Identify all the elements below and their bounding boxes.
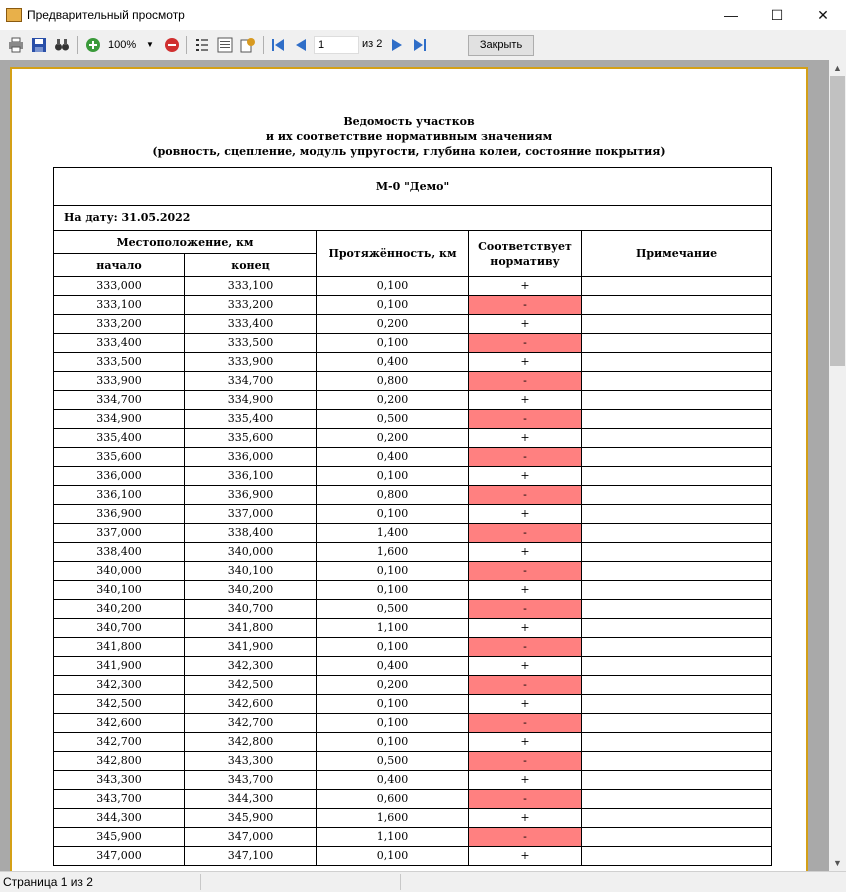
cell-start: 334,700 [54, 391, 185, 410]
table-row [54, 524, 772, 543]
table-row [54, 828, 772, 847]
table-row [54, 505, 772, 524]
table-row [54, 752, 772, 771]
cell-complies: + [469, 315, 582, 334]
cell-length: 1,600 [317, 809, 469, 828]
cell-start: 341,900 [54, 657, 185, 676]
cell-note [582, 448, 772, 467]
cell-start: 340,200 [54, 600, 185, 619]
cell-complies: - [469, 600, 582, 619]
road-name: М-0 "Демо" [54, 168, 772, 206]
table-row [54, 790, 772, 809]
cell-end: 344,300 [185, 790, 317, 809]
table-row [54, 467, 772, 486]
cell-start: 344,300 [54, 809, 185, 828]
cell-end: 347,000 [185, 828, 317, 847]
table-row [54, 486, 772, 505]
cell-end: 340,700 [185, 600, 317, 619]
vertical-scrollbar[interactable] [829, 60, 846, 871]
table-row [54, 410, 772, 429]
title-bar [0, 0, 846, 30]
cell-complies: + [469, 809, 582, 828]
scrollbar-thumb[interactable] [830, 76, 845, 366]
cell-length: 0,100 [317, 296, 469, 315]
header-length: Протяжённость, км [317, 231, 469, 277]
cell-length: 0,500 [317, 410, 469, 429]
cell-complies: + [469, 391, 582, 410]
cell-length: 0,100 [317, 562, 469, 581]
table-row [54, 638, 772, 657]
cell-start: 333,400 [54, 334, 185, 353]
cell-start: 343,300 [54, 771, 185, 790]
cell-length: 0,800 [317, 372, 469, 391]
cell-start: 336,100 [54, 486, 185, 505]
cell-end: 334,700 [185, 372, 317, 391]
table-row [54, 315, 772, 334]
cell-complies: + [469, 847, 582, 866]
outline-icon[interactable] [192, 35, 212, 55]
table-row [54, 581, 772, 600]
cell-complies: - [469, 638, 582, 657]
cell-start: 333,900 [54, 372, 185, 391]
cell-note [582, 638, 772, 657]
first-page-icon[interactable] [268, 35, 288, 55]
cell-complies: + [469, 619, 582, 638]
cell-complies: - [469, 372, 582, 391]
cell-start: 333,500 [54, 353, 185, 372]
close-icon[interactable]: ✕ [817, 7, 829, 23]
cell-note [582, 828, 772, 847]
minimize-icon[interactable]: — [724, 7, 738, 23]
cell-end: 335,600 [185, 429, 317, 448]
cell-complies: - [469, 714, 582, 733]
cell-end: 334,900 [185, 391, 317, 410]
cell-start: 342,600 [54, 714, 185, 733]
cell-start: 342,300 [54, 676, 185, 695]
cell-length: 0,100 [317, 505, 469, 524]
save-icon[interactable] [29, 35, 49, 55]
zoom-select[interactable] [108, 36, 156, 54]
settings-icon[interactable] [238, 35, 258, 55]
cell-length: 0,800 [317, 486, 469, 505]
cell-note [582, 334, 772, 353]
cell-complies: - [469, 562, 582, 581]
cell-start: 336,000 [54, 467, 185, 486]
cell-complies: + [469, 733, 582, 752]
toolbar [0, 30, 846, 60]
cell-length: 0,200 [317, 315, 469, 334]
cell-end: 336,100 [185, 467, 317, 486]
cell-end: 343,700 [185, 771, 317, 790]
cell-end: 342,300 [185, 657, 317, 676]
cell-start: 342,700 [54, 733, 185, 752]
toolbar-separator [263, 36, 264, 54]
cell-length: 0,100 [317, 847, 469, 866]
cell-start: 340,100 [54, 581, 185, 600]
zoom-out-icon[interactable] [162, 35, 182, 55]
cell-start: 334,900 [54, 410, 185, 429]
cell-complies: + [469, 771, 582, 790]
cell-length: 1,100 [317, 619, 469, 638]
cell-note [582, 676, 772, 695]
table-row [54, 657, 772, 676]
cell-complies: - [469, 486, 582, 505]
cell-length: 0,500 [317, 600, 469, 619]
cell-length: 0,400 [317, 353, 469, 372]
cell-complies: + [469, 543, 582, 562]
cell-end: 337,000 [185, 505, 317, 524]
cell-complies: - [469, 448, 582, 467]
zoom-in-icon[interactable] [83, 35, 103, 55]
cell-complies: - [469, 334, 582, 353]
prev-page-icon[interactable] [291, 35, 311, 55]
header-location: Местоположение, км [54, 231, 317, 254]
table-row [54, 676, 772, 695]
zoom-value: 100% [108, 39, 137, 51]
cell-note [582, 410, 772, 429]
cell-end: 347,100 [185, 847, 317, 866]
cell-end: 336,900 [185, 486, 317, 505]
cell-complies: - [469, 828, 582, 847]
close-button[interactable]: Закрыть [468, 35, 534, 56]
header-start: начало [54, 254, 185, 277]
cell-note [582, 543, 772, 562]
cell-complies: - [469, 790, 582, 809]
cell-note [582, 372, 772, 391]
table-row [54, 733, 772, 752]
report-title-line: (ровность, сцепление, модуль упругости, глубина колеи, состояние покрытия) [152, 145, 666, 158]
cell-start: 341,800 [54, 638, 185, 657]
chevron-down-icon: ▼ [146, 40, 154, 49]
list-icon[interactable] [215, 35, 235, 55]
cell-end: 333,100 [185, 277, 317, 296]
table-row [54, 448, 772, 467]
scroll-up-icon[interactable]: ▲ [833, 63, 842, 73]
cell-start: 335,600 [54, 448, 185, 467]
cell-end: 342,700 [185, 714, 317, 733]
cell-complies: - [469, 410, 582, 429]
cell-note [582, 277, 772, 296]
cell-length: 0,600 [317, 790, 469, 809]
cell-complies: + [469, 581, 582, 600]
table-row [54, 847, 772, 866]
status-bar [0, 871, 846, 892]
cell-note [582, 771, 772, 790]
last-page-icon[interactable] [410, 35, 430, 55]
cell-start: 340,000 [54, 562, 185, 581]
status-separator [400, 874, 401, 890]
cell-length: 1,100 [317, 828, 469, 847]
cell-note [582, 790, 772, 809]
cell-end: 341,900 [185, 638, 317, 657]
cell-length: 0,100 [317, 695, 469, 714]
cell-length: 0,400 [317, 448, 469, 467]
cell-complies: - [469, 676, 582, 695]
cell-complies: - [469, 524, 582, 543]
find-icon[interactable] [52, 35, 72, 55]
report-date: На дату: 31.05.2022 [54, 206, 772, 231]
table-row [54, 296, 772, 315]
cell-start: 333,200 [54, 315, 185, 334]
cell-end: 338,400 [185, 524, 317, 543]
cell-end: 333,200 [185, 296, 317, 315]
cell-start: 338,400 [54, 543, 185, 562]
cell-length: 0,200 [317, 429, 469, 448]
cell-length: 0,100 [317, 277, 469, 296]
cell-end: 336,000 [185, 448, 317, 467]
cell-start: 342,800 [54, 752, 185, 771]
cell-complies: + [469, 695, 582, 714]
page-count-label: из 2 [362, 38, 383, 50]
table-row [54, 353, 772, 372]
cell-complies: + [469, 277, 582, 296]
table-row [54, 600, 772, 619]
cell-end: 342,500 [185, 676, 317, 695]
toolbar-separator [77, 36, 78, 54]
table-row [54, 429, 772, 448]
cell-note [582, 505, 772, 524]
cell-end: 335,400 [185, 410, 317, 429]
cell-complies: + [469, 353, 582, 372]
cell-start: 333,100 [54, 296, 185, 315]
cell-length: 0,200 [317, 676, 469, 695]
cell-complies: + [469, 657, 582, 676]
cell-complies: - [469, 752, 582, 771]
cell-note [582, 752, 772, 771]
cell-length: 0,100 [317, 334, 469, 353]
cell-end: 342,600 [185, 695, 317, 714]
cell-note [582, 695, 772, 714]
table-row [54, 372, 772, 391]
cell-end: 340,000 [185, 543, 317, 562]
cell-note [582, 733, 772, 752]
cell-length: 0,100 [317, 638, 469, 657]
status-text: Страница 1 из 2 [3, 875, 93, 889]
page-number-input[interactable]: 1 [314, 36, 359, 54]
report-title [12, 114, 806, 159]
cell-start: 335,400 [54, 429, 185, 448]
status-separator [200, 874, 201, 890]
cell-end: 342,800 [185, 733, 317, 752]
cell-end: 340,200 [185, 581, 317, 600]
cell-note [582, 562, 772, 581]
cell-length: 0,100 [317, 581, 469, 600]
report-title-line: и их соответствие нормативным значениям [265, 130, 553, 143]
table-row [54, 714, 772, 733]
cell-end: 343,300 [185, 752, 317, 771]
header-note: Примечание [582, 231, 772, 277]
cell-note [582, 657, 772, 676]
cell-length: 1,400 [317, 524, 469, 543]
cell-note [582, 353, 772, 372]
cell-length: 0,200 [317, 391, 469, 410]
report-table [53, 167, 772, 866]
cell-complies: + [469, 505, 582, 524]
cell-start: 343,700 [54, 790, 185, 809]
table-row [54, 391, 772, 410]
cell-end: 341,800 [185, 619, 317, 638]
cell-length: 0,400 [317, 657, 469, 676]
preview-area[interactable] [0, 60, 829, 871]
cell-start: 342,500 [54, 695, 185, 714]
cell-start: 345,900 [54, 828, 185, 847]
cell-note [582, 486, 772, 505]
table-row [54, 562, 772, 581]
cell-note [582, 600, 772, 619]
cell-note [582, 467, 772, 486]
toolbar-separator [186, 36, 187, 54]
maximize-icon[interactable]: ☐ [770, 7, 784, 23]
cell-start: 347,000 [54, 847, 185, 866]
cell-end: 345,900 [185, 809, 317, 828]
cell-length: 0,500 [317, 752, 469, 771]
cell-start: 336,900 [54, 505, 185, 524]
cell-complies: + [469, 429, 582, 448]
table-row [54, 277, 772, 296]
cell-note [582, 847, 772, 866]
table-row [54, 695, 772, 714]
window-title: Предварительный просмотр [27, 8, 185, 22]
cell-end: 333,400 [185, 315, 317, 334]
cell-end: 340,100 [185, 562, 317, 581]
cell-note [582, 619, 772, 638]
cell-start: 337,000 [54, 524, 185, 543]
cell-complies: + [469, 467, 582, 486]
table-row [54, 771, 772, 790]
app-icon [6, 8, 22, 22]
table-row [54, 619, 772, 638]
report-page [10, 67, 808, 871]
header-complies: Соответствует нормативу [469, 231, 582, 277]
cell-note [582, 524, 772, 543]
cell-length: 1,600 [317, 543, 469, 562]
cell-note [582, 429, 772, 448]
table-row [54, 543, 772, 562]
cell-length: 0,100 [317, 467, 469, 486]
cell-length: 0,100 [317, 714, 469, 733]
report-title-line: Ведомость участков [343, 115, 475, 128]
cell-end: 333,900 [185, 353, 317, 372]
cell-length: 0,100 [317, 733, 469, 752]
scroll-down-icon[interactable]: ▼ [833, 858, 842, 868]
cell-complies: - [469, 296, 582, 315]
table-row [54, 334, 772, 353]
cell-start: 340,700 [54, 619, 185, 638]
cell-note [582, 296, 772, 315]
printer-icon[interactable] [6, 35, 26, 55]
cell-note [582, 581, 772, 600]
next-page-icon[interactable] [387, 35, 407, 55]
cell-note [582, 391, 772, 410]
cell-length: 0,400 [317, 771, 469, 790]
header-end: конец [185, 254, 317, 277]
cell-note [582, 315, 772, 334]
cell-end: 333,500 [185, 334, 317, 353]
table-row [54, 809, 772, 828]
cell-note [582, 809, 772, 828]
cell-note [582, 714, 772, 733]
cell-start: 333,000 [54, 277, 185, 296]
